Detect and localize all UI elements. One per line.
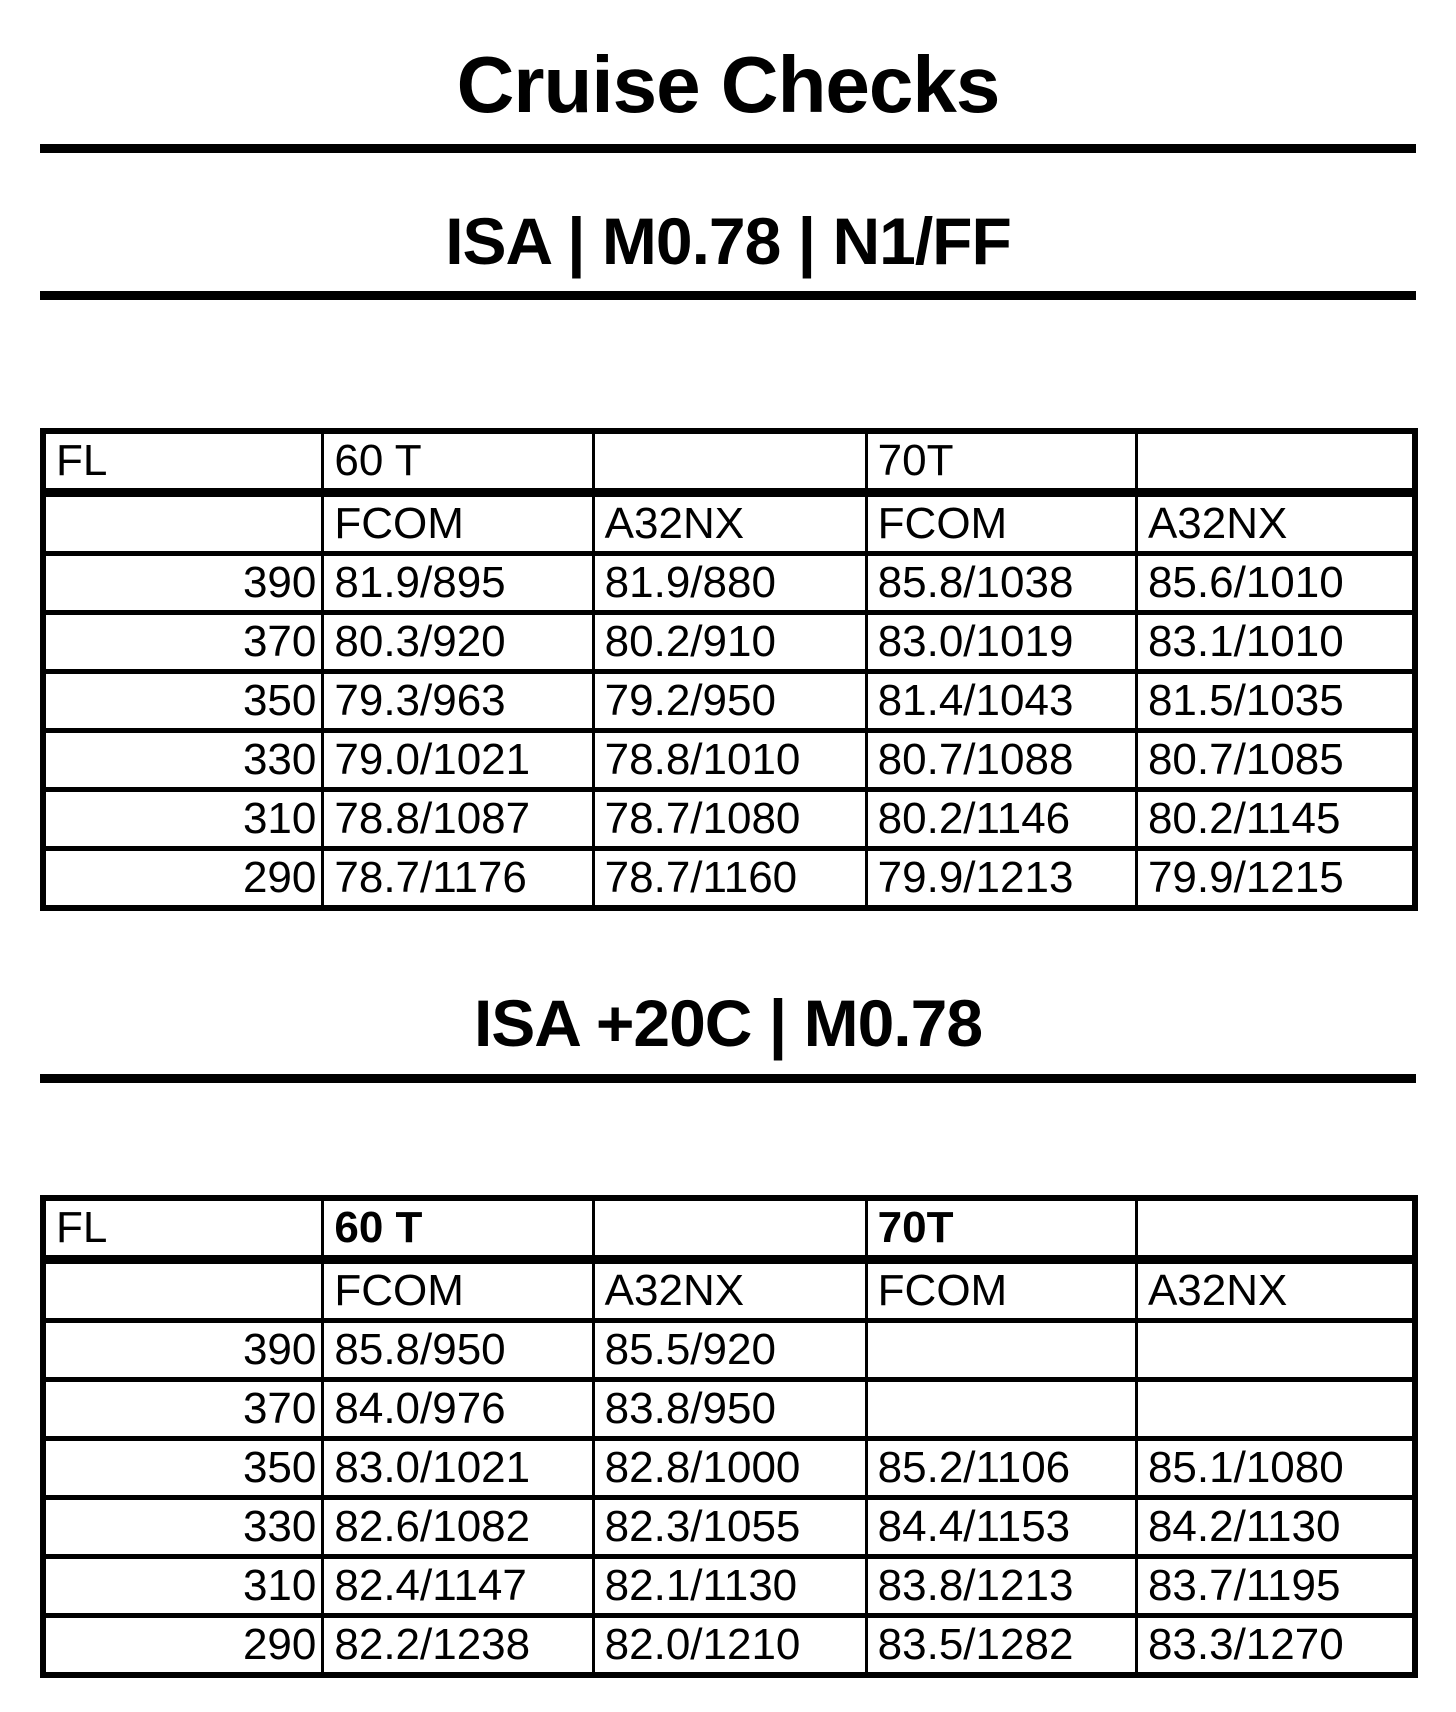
sub-header-fcom-60t: FCOM (323, 493, 593, 554)
value-cell: 78.8/1087 (323, 790, 593, 849)
value-cell: 85.8/950 (323, 1320, 593, 1379)
fl-cell: 350 (43, 672, 323, 731)
value-cell: 85.2/1106 (866, 1438, 1136, 1497)
sub-header-a32nx-70t: A32NX (1136, 1259, 1415, 1320)
column-header-blank (593, 431, 866, 493)
value-cell: 84.4/1153 (866, 1497, 1136, 1556)
fl-cell: 390 (43, 1320, 323, 1379)
table-row-fl310 (43, 1556, 1415, 1615)
page-title: Cruise Checks (456, 40, 1000, 129)
value-cell (866, 1379, 1136, 1438)
column-header-70t: 70T (866, 431, 1136, 493)
value-cell: 79.9/1213 (866, 849, 1136, 909)
column-header-blank (1136, 1198, 1415, 1260)
fl-cell: 330 (43, 1497, 323, 1556)
column-header-60t: 60 T (323, 1198, 593, 1260)
table-row-group-header (43, 1198, 1415, 1260)
value-cell: 82.0/1210 (593, 1615, 866, 1675)
sub-header-a32nx-70t: A32NX (1136, 493, 1415, 554)
section-heading-isa: ISA | M0.78 | N1/FF (445, 203, 1011, 278)
value-cell: 81.9/895 (323, 554, 593, 613)
sub-header-blank (43, 1259, 323, 1320)
value-cell: 85.8/1038 (866, 554, 1136, 613)
fl-cell: 290 (43, 1615, 323, 1675)
table-row-fl350 (43, 672, 1415, 731)
fl-cell: 330 (43, 731, 323, 790)
fl-cell: 390 (43, 554, 323, 613)
value-cell (866, 1320, 1136, 1379)
table-row-group-header (43, 431, 1415, 493)
value-cell: 84.2/1130 (1136, 1497, 1415, 1556)
value-cell: 83.1/1010 (1136, 613, 1415, 672)
value-cell: 80.7/1085 (1136, 731, 1415, 790)
table-row-fl370 (43, 1379, 1415, 1438)
value-cell: 79.0/1021 (323, 731, 593, 790)
value-cell: 80.2/910 (593, 613, 866, 672)
fl-cell: 370 (43, 613, 323, 672)
value-cell: 81.9/880 (593, 554, 866, 613)
value-cell: 79.3/963 (323, 672, 593, 731)
fl-cell: 310 (43, 1556, 323, 1615)
value-cell: 81.4/1043 (866, 672, 1136, 731)
column-header-blank (1136, 431, 1415, 493)
sub-header-a32nx-60t: A32NX (593, 493, 866, 554)
value-cell: 82.3/1055 (593, 1497, 866, 1556)
value-cell: 83.0/1019 (866, 613, 1136, 672)
value-cell: 78.7/1080 (593, 790, 866, 849)
value-cell: 79.2/950 (593, 672, 866, 731)
fl-cell: 370 (43, 1379, 323, 1438)
table-row-fl310 (43, 790, 1415, 849)
sub-header-fcom-70t: FCOM (866, 493, 1136, 554)
cruise-table-isa-plus20 (40, 1195, 1418, 1678)
value-cell: 83.5/1282 (866, 1615, 1136, 1675)
fl-cell: 290 (43, 849, 323, 909)
column-header-fl: FL (43, 431, 323, 493)
fl-cell: 350 (43, 1438, 323, 1497)
value-cell: 83.7/1195 (1136, 1556, 1415, 1615)
value-cell: 82.1/1130 (593, 1556, 866, 1615)
sub-header-blank (43, 493, 323, 554)
value-cell: 83.8/950 (593, 1379, 866, 1438)
column-header-70t: 70T (866, 1198, 1136, 1260)
value-cell: 82.8/1000 (593, 1438, 866, 1497)
table-row-fl390 (43, 1320, 1415, 1379)
value-cell: 82.6/1082 (323, 1497, 593, 1556)
value-cell: 80.3/920 (323, 613, 593, 672)
value-cell: 83.0/1021 (323, 1438, 593, 1497)
table-row-sub-header (43, 1259, 1415, 1320)
table-row-sub-header (43, 493, 1415, 554)
value-cell: 83.8/1213 (866, 1556, 1136, 1615)
sub-header-a32nx-60t: A32NX (593, 1259, 866, 1320)
value-cell: 80.7/1088 (866, 731, 1136, 790)
value-cell: 79.9/1215 (1136, 849, 1415, 909)
column-header-blank (593, 1198, 866, 1260)
section-rule-isa (40, 291, 1416, 300)
value-cell: 80.2/1146 (866, 790, 1136, 849)
section-heading-isa-plus20: ISA +20C | M0.78 (473, 986, 983, 1061)
table-row-fl350 (43, 1438, 1415, 1497)
fl-cell: 310 (43, 790, 323, 849)
table-row-fl370 (43, 613, 1415, 672)
value-cell (1136, 1379, 1415, 1438)
value-cell: 84.0/976 (323, 1379, 593, 1438)
value-cell: 81.5/1035 (1136, 672, 1415, 731)
table-row-fl290 (43, 1615, 1415, 1675)
value-cell: 85.1/1080 (1136, 1438, 1415, 1497)
column-header-60t: 60 T (323, 431, 593, 493)
value-cell: 78.7/1160 (593, 849, 866, 909)
value-cell: 85.5/920 (593, 1320, 866, 1379)
table-row-fl330 (43, 1497, 1415, 1556)
table-row-fl390 (43, 554, 1415, 613)
value-cell: 82.2/1238 (323, 1615, 593, 1675)
sub-header-fcom-60t: FCOM (323, 1259, 593, 1320)
table-row-fl330 (43, 731, 1415, 790)
value-cell: 78.7/1176 (323, 849, 593, 909)
column-header-fl: FL (43, 1198, 323, 1260)
title-rule (40, 144, 1416, 153)
value-cell: 82.4/1147 (323, 1556, 593, 1615)
value-cell: 78.8/1010 (593, 731, 866, 790)
section-rule-isa-plus20 (40, 1074, 1416, 1083)
table-row-fl290 (43, 849, 1415, 909)
value-cell: 85.6/1010 (1136, 554, 1415, 613)
cruise-table-isa (40, 428, 1418, 911)
value-cell (1136, 1320, 1415, 1379)
value-cell: 80.2/1145 (1136, 790, 1415, 849)
value-cell: 83.3/1270 (1136, 1615, 1415, 1675)
sub-header-fcom-70t: FCOM (866, 1259, 1136, 1320)
